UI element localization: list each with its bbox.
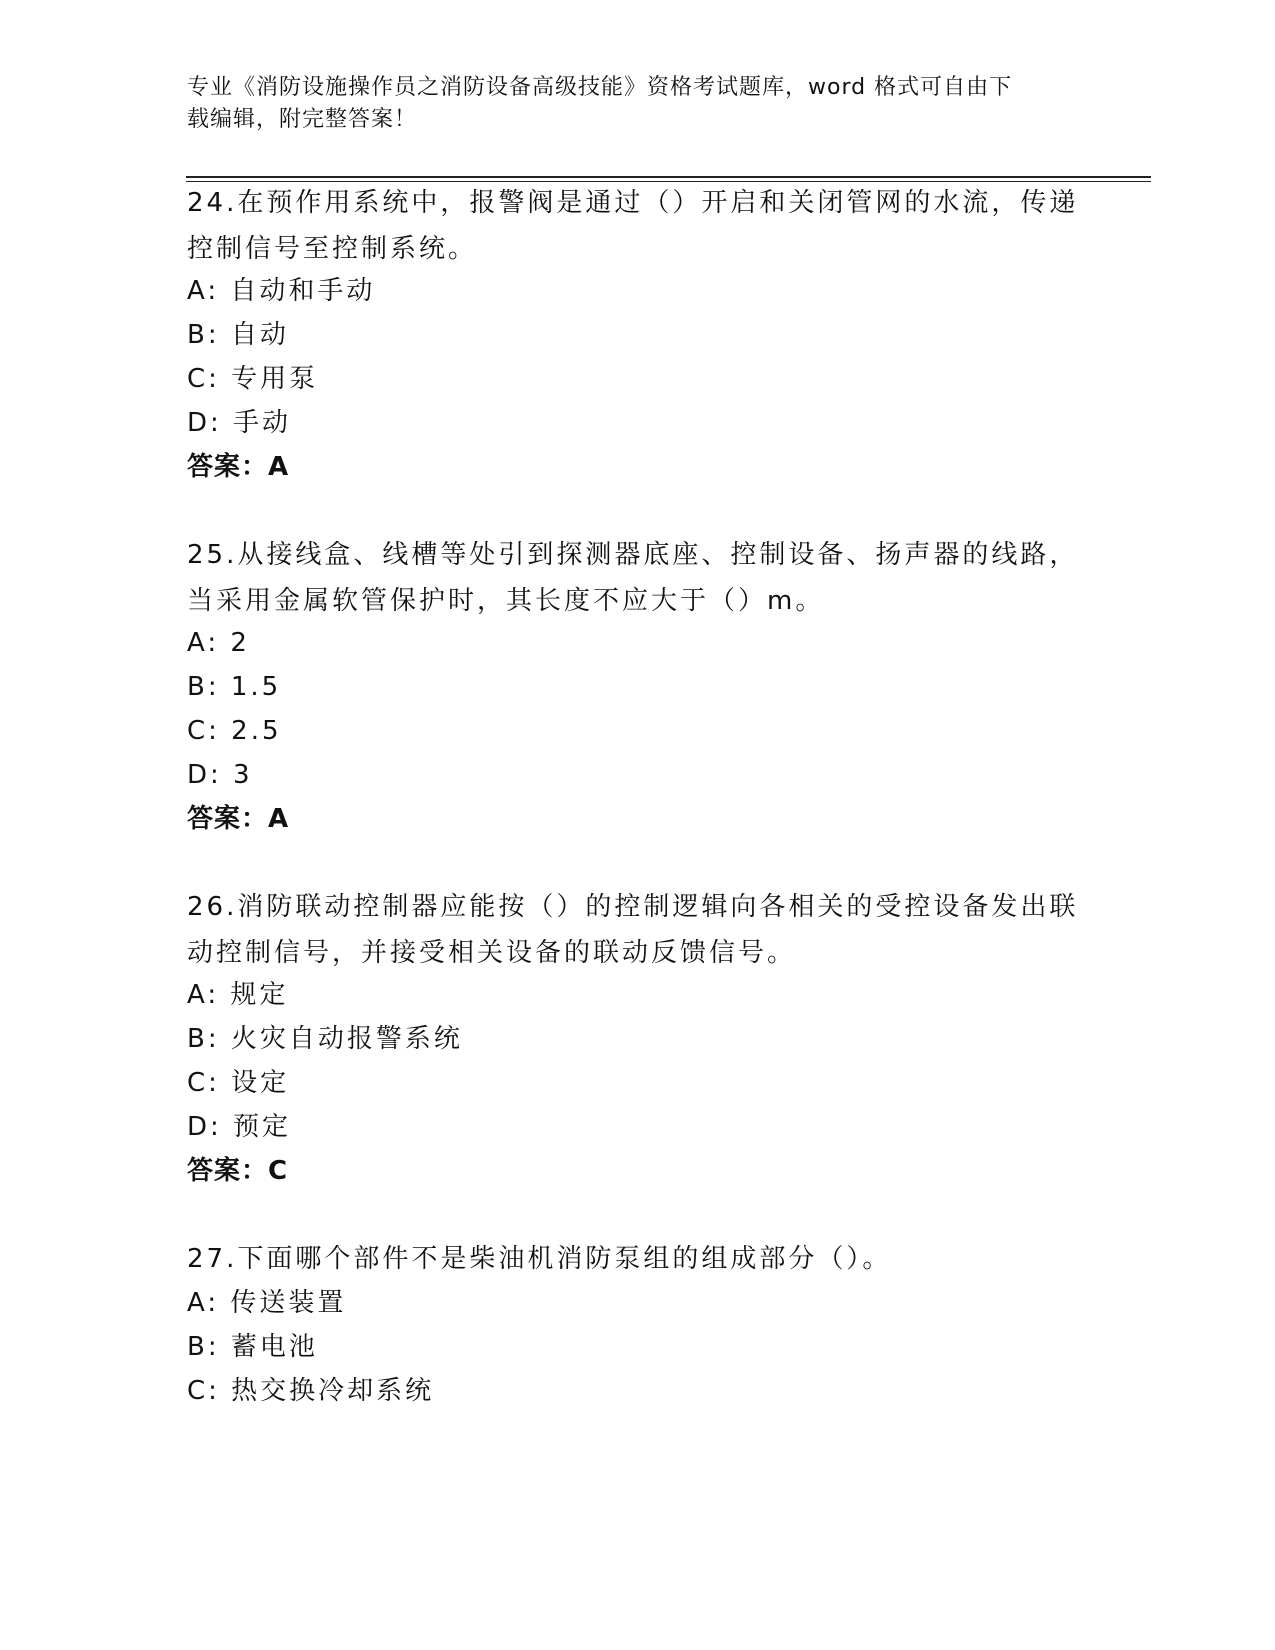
question-25-answer: 答案：A (187, 804, 290, 834)
question-25-option-b: B: 1.5 (187, 672, 282, 702)
question-24-stem: 24.在预作用系统中，报警阀是通过（）开启和关闭管网的水流，传递 控制信号至控制系统。 (187, 188, 1079, 264)
question-26-answer: 答案：C (187, 1156, 289, 1186)
question-27-option-c: C: 热交换冷却系统 (187, 1376, 435, 1406)
question-26-option-a: A: 规定 (187, 980, 289, 1010)
question-26-option-c: C: 设定 (187, 1068, 290, 1098)
question-24-option-d: D: 手动 (187, 408, 292, 438)
header-line-1: 专业《消防设施操作员之消防设备高级技能》资格考试题库，word 格式可自由下 (187, 75, 1013, 100)
question-27-stem: 27.下面哪个部件不是柴油机消防泵组的组成部分（）。 (187, 1244, 892, 1274)
question-26-stem: 26.消防联动控制器应能按（）的控制逻辑向各相关的受控设备发出联 动控制信号，并接受相关设备的联动反馈信号。 (187, 892, 1079, 968)
header-line-2: 载编辑，附完整答案！ (187, 107, 418, 132)
question-25-option-a: A: 2 (187, 628, 250, 658)
question-24-answer: 答案：A (187, 452, 290, 482)
question-27-option-a: A: 传送装置 (187, 1288, 347, 1318)
question-24-option-c: C: 专用泵 (187, 364, 319, 394)
question-24-option-a: A: 自动和手动 (187, 276, 376, 306)
question-27-option-b: B: 蓄电池 (187, 1332, 318, 1362)
question-26-option-d: D: 预定 (187, 1112, 292, 1142)
question-25-option-d: D: 3 (187, 760, 253, 790)
document-header (187, 72, 1087, 136)
question-25-option-c: C: 2.5 (187, 716, 282, 746)
question-24-option-b: B: 自动 (187, 320, 289, 350)
question-26-option-b: B: 火灾自动报警系统 (187, 1024, 463, 1054)
question-25-stem: 25.从接线盒、线槽等处引到探测器底座、控制设备、扬声器的线路， 当采用金属软管保护时，其长度不应大于（）m。 (187, 540, 1079, 616)
